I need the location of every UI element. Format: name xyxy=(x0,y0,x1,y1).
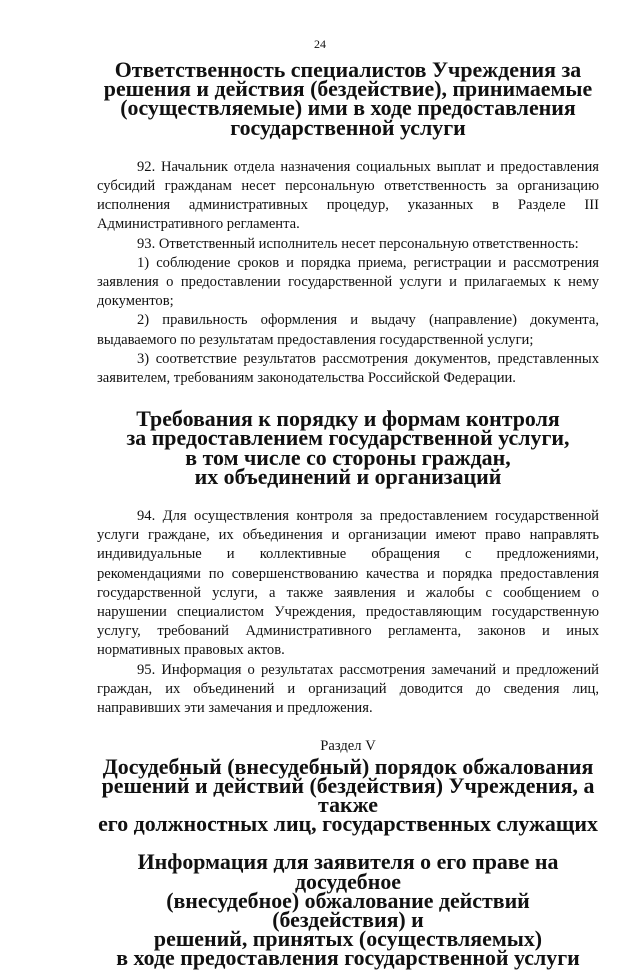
heading-line: Ответственность специалистов Учреждения за xyxy=(114,57,582,82)
section-heading-appeal xyxy=(97,753,599,837)
heading-line: государственной услуги xyxy=(230,114,466,140)
heading-line: за предоставлением государственной услуги, xyxy=(126,425,570,451)
paragraph-93-item-3: 3) соответствие результатов рассмотрения документов, представленных заявителем, требованиям законодательства Российской Федерации. xyxy=(97,350,599,387)
heading-line: их объединений и организаций xyxy=(194,463,502,489)
document-body xyxy=(97,57,599,970)
paragraph-93: 93. Ответственный исполнитель несет персональную ответственность: xyxy=(137,235,579,252)
section-heading-control xyxy=(97,406,599,489)
heading-line: решения и действия (бездействие), принимаемые xyxy=(103,76,593,102)
heading-line: (осуществляемые) ими в ходе предоставления xyxy=(120,95,576,121)
page-number: 24 xyxy=(314,37,326,51)
heading-line: Досудебный (внесудебный) порядок обжалования xyxy=(102,753,594,779)
heading-line: в том числе со стороны граждан, xyxy=(185,444,511,470)
section-heading-responsibility xyxy=(97,57,599,140)
heading-line: (внесудебное) обжалование действий (бездействия) и xyxy=(166,887,530,932)
paragraph-92: 92. Начальник отдела назначения социальных выплат и предоставления субсидий гражданам несет персональную ответственность за организацию исполнения административных процедур, указанных в Разделе III Административного регламента. xyxy=(97,158,599,233)
heading-line: Информация для заявителя о его праве на досудебное xyxy=(137,849,559,894)
heading-line: решений, принятых (осуществляемых) xyxy=(153,926,543,952)
heading-line: его должностных лиц, государственных служащих xyxy=(98,811,598,837)
paragraph-93-item-1: 1) соблюдение сроков и порядка приема, регистрации и рассмотрения заявления о предоставлении государственной услуги и прилагаемых к нему документов; xyxy=(97,254,599,310)
paragraph-95: 95. Информация о результатах рассмотрения замечаний и предложений граждан, их объединений и организаций доводится до сведения лиц, направивших эти замечания и предложения. xyxy=(97,661,599,717)
section-heading-appeal-info xyxy=(97,849,599,970)
section-label: Раздел V xyxy=(320,738,376,755)
paragraph-93-item-2: 2) правильность оформления и выдачу (направление) документа, выдаваемого по результатам предоставления государственной услуги; xyxy=(97,312,599,348)
heading-line: Требования к порядку и формам контроля xyxy=(136,406,560,432)
heading-line: в ходе предоставления государственной услуги xyxy=(116,945,580,970)
heading-line: решений и действий (бездействия) Учреждения, а также xyxy=(101,772,595,817)
paragraph-94: 94. Для осуществления контроля за предоставлением государственной услуги граждане, их объединения и организации имеют право направлять индивидуальные и коллективные обращения с предложениями, рекомендациями по совершенствованию качества и порядка предоставления государственной услуги, а также заявления и жалобы с сообщением о нарушении специалистом Учреждения, предоставляющим государственную услугу, требований Административного регламента, законов и иных нормативных правовых актов. xyxy=(97,508,599,659)
